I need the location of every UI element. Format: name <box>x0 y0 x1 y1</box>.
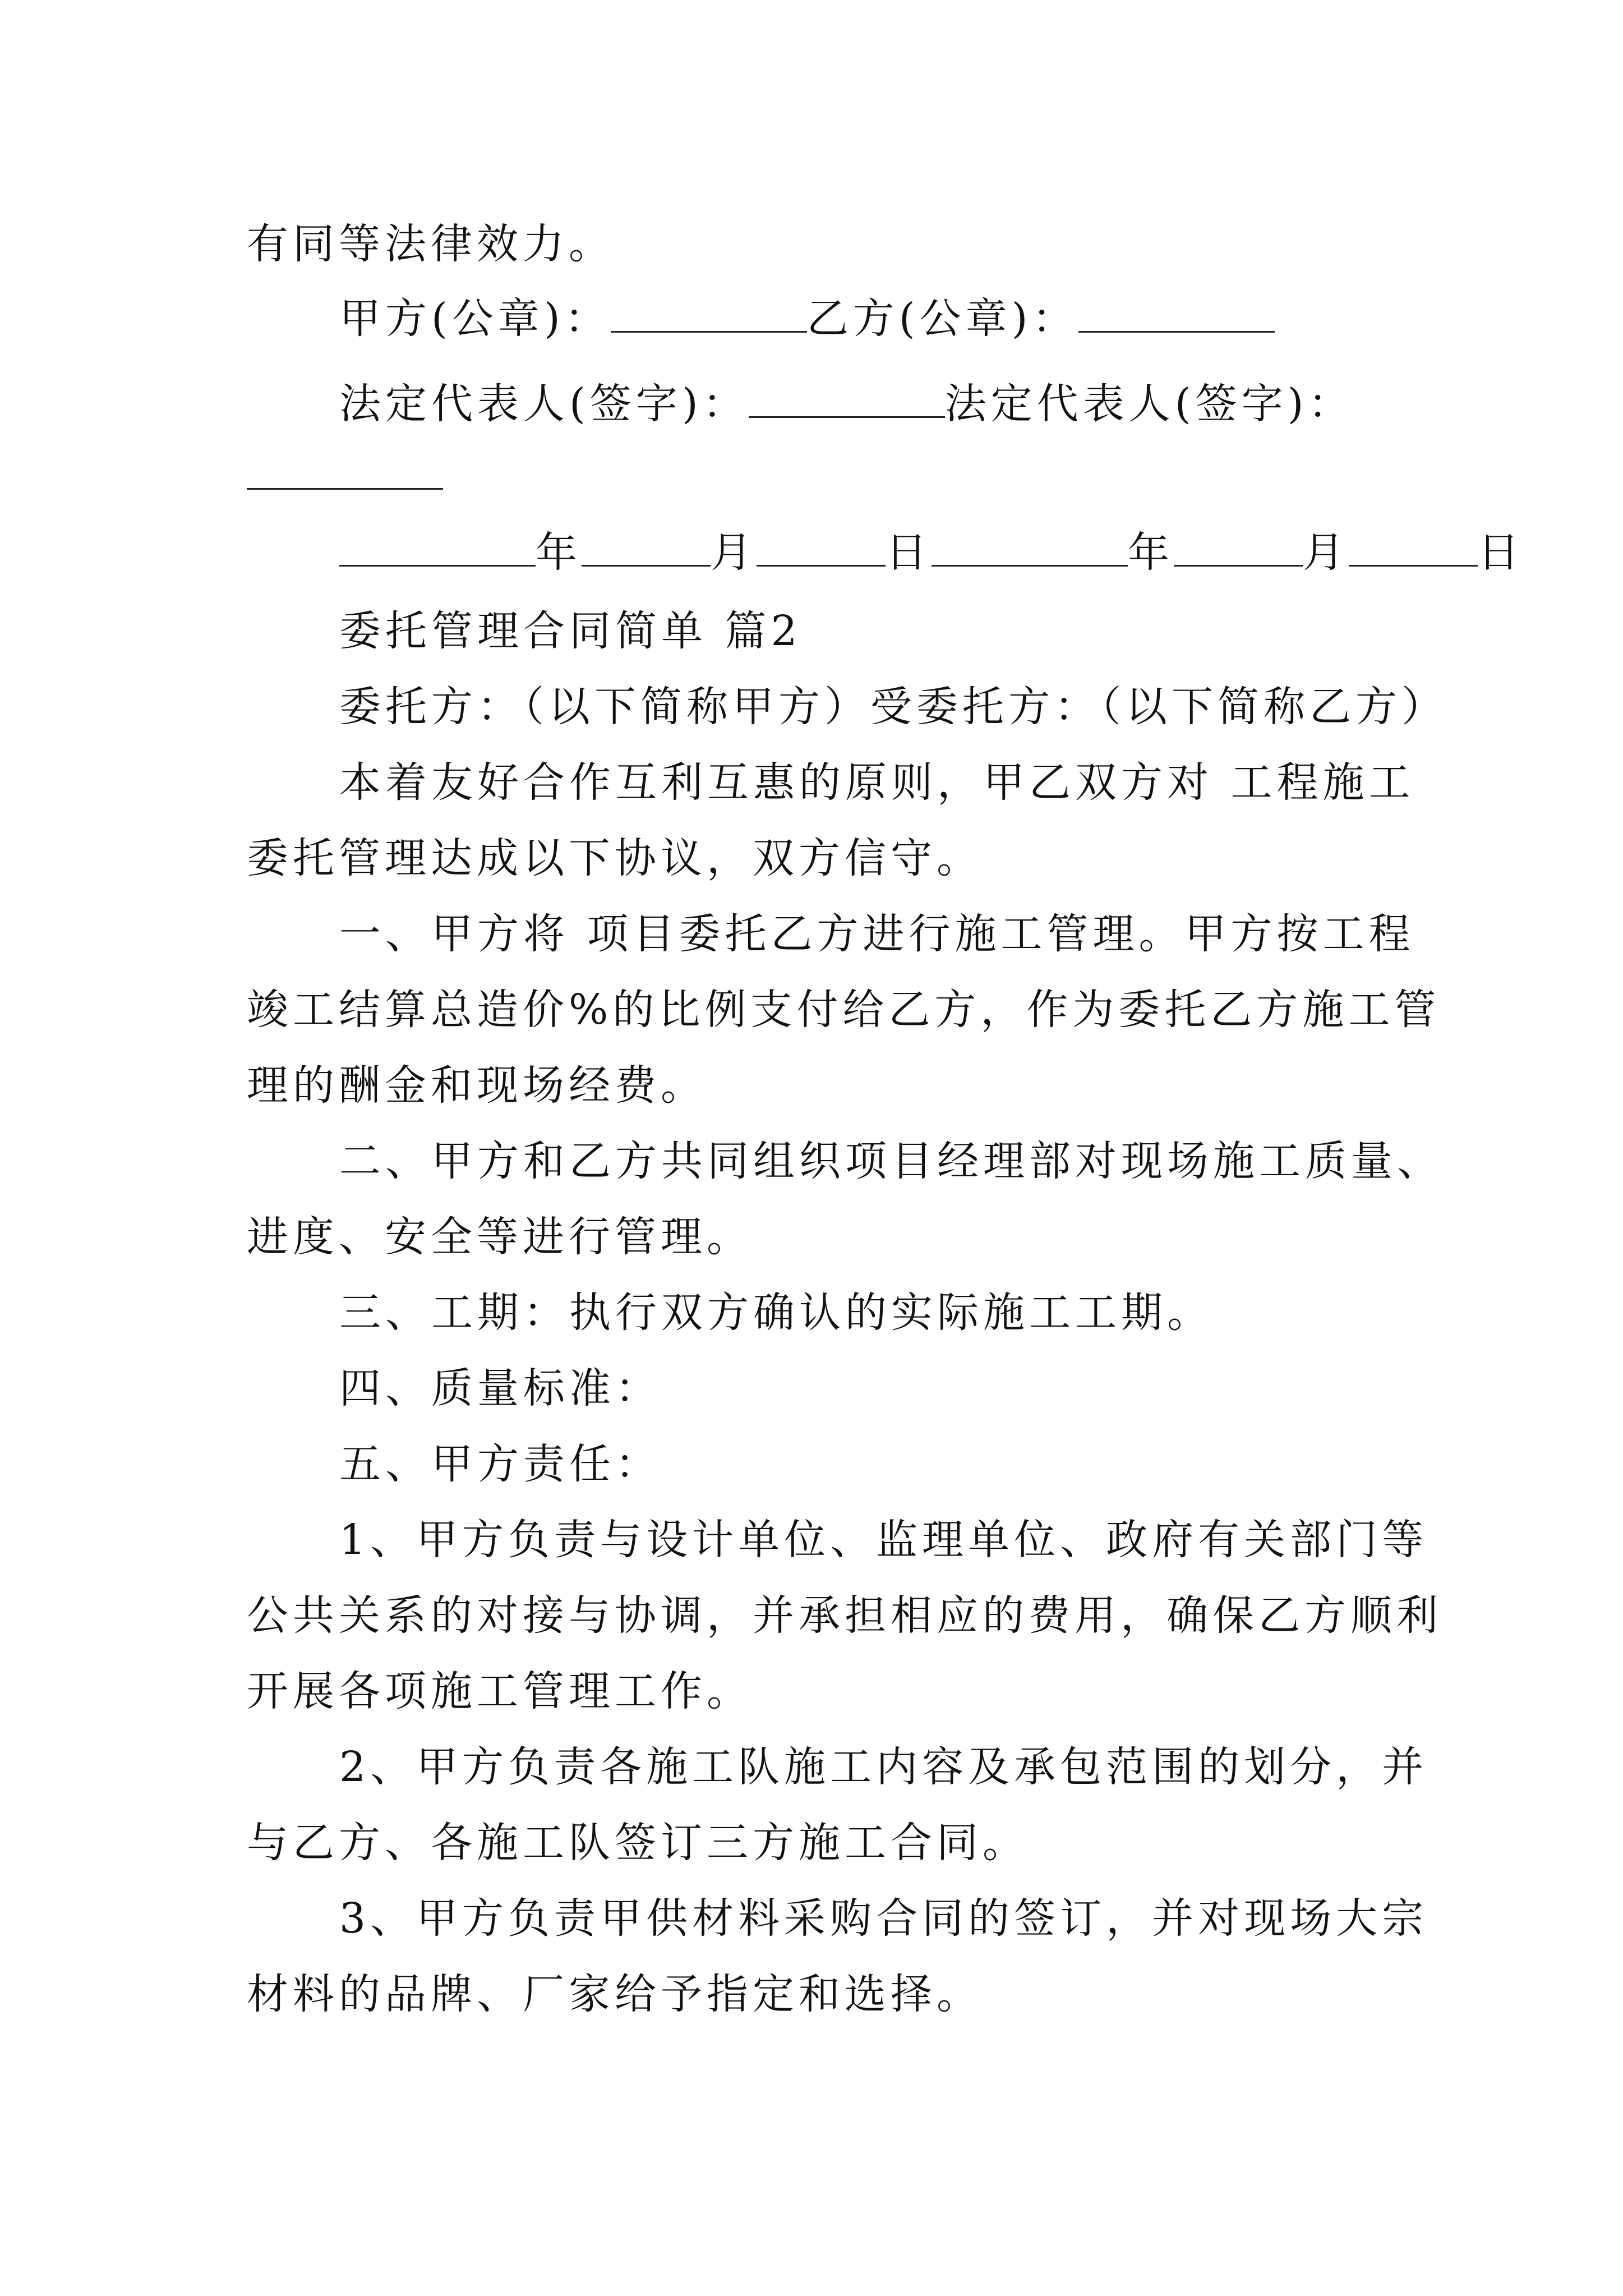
paragraph-line: 二、甲方和乙方共同组织项目经理部对现场施工质量、 <box>339 1137 1443 1185</box>
day-label: 日 <box>886 528 932 577</box>
paragraph-line: 三、工期：执行双方确认的实际施工工期。 <box>339 1289 1213 1337</box>
paragraph-line: 有同等法律效力。 <box>247 220 615 268</box>
seal-signature-line <box>339 291 1275 347</box>
year-label: 年 <box>536 528 582 577</box>
section-heading: 委托管理合同简单 篇2 <box>339 607 802 655</box>
paragraph-line: 进度、安全等进行管理。 <box>247 1213 753 1261</box>
paragraph-line: 开展各项施工管理工作。 <box>247 1667 753 1715</box>
day-blank <box>1349 530 1478 567</box>
paragraph-line: 本着友好合作互利互惠的原则，甲乙双方对 工程施工 <box>339 758 1415 807</box>
paragraph-line: 2、甲方负责各施工队施工内容及承包范围的划分，并 <box>339 1743 1428 1791</box>
year-blank <box>932 530 1128 567</box>
paragraph-line: 五、甲方责任： <box>339 1440 661 1488</box>
paragraph-line: 四、质量标准： <box>339 1364 661 1412</box>
party-a-seal-label: 甲方(公章)： <box>339 295 611 343</box>
month-blank <box>582 530 711 567</box>
paragraph-line: 一、甲方将 项目委托乙方进行施工管理。甲方按工程 <box>339 910 1415 958</box>
party-a-seal-blank <box>611 296 807 333</box>
party-b-seal-label: 乙方(公章)： <box>806 295 1078 343</box>
paragraph-line: 委托管理达成以下协议，双方信守。 <box>247 834 983 882</box>
month-label: 月 <box>1303 528 1349 577</box>
month-blank <box>1174 530 1303 567</box>
year-label: 年 <box>1128 528 1174 577</box>
party-b-seal-blank <box>1078 296 1275 333</box>
paragraph-line: 理的酬金和现场经费。 <box>247 1061 707 1110</box>
rep-b-blank <box>247 488 443 490</box>
rep-a-label: 法定代表人(签字)： <box>339 380 749 428</box>
paragraph-line: 公共关系的对接与协调，并承担相应的费用，确保乙方顺利 <box>247 1591 1442 1640</box>
month-label: 月 <box>711 528 757 577</box>
rep-b-label: 法定代表人(签字)： <box>944 380 1354 428</box>
paragraph-line: 材料的品牌、厂家给予指定和选择。 <box>247 1970 983 2018</box>
year-blank <box>339 530 536 567</box>
day-blank <box>757 530 886 567</box>
day-label: 日 <box>1478 528 1524 577</box>
paragraph-line: 1、甲方负责与设计单位、监理单位、政府有关部门等 <box>339 1516 1428 1564</box>
paragraph-line: 竣工结算总造价%的比例支付给乙方，作为委托乙方施工管 <box>247 986 1441 1034</box>
representative-signature-line <box>339 376 1354 432</box>
parties-line: 委托方：（以下简称甲方）受委托方：（以下简称乙方） <box>339 683 1447 731</box>
date-line <box>339 524 1524 581</box>
rep-a-blank <box>749 381 945 418</box>
paragraph-line: 3、甲方负责甲供材料采购合同的签订，并对现场大宗 <box>339 1894 1428 1943</box>
paragraph-line: 与乙方、各施工队签订三方施工合同。 <box>247 1819 1029 1867</box>
